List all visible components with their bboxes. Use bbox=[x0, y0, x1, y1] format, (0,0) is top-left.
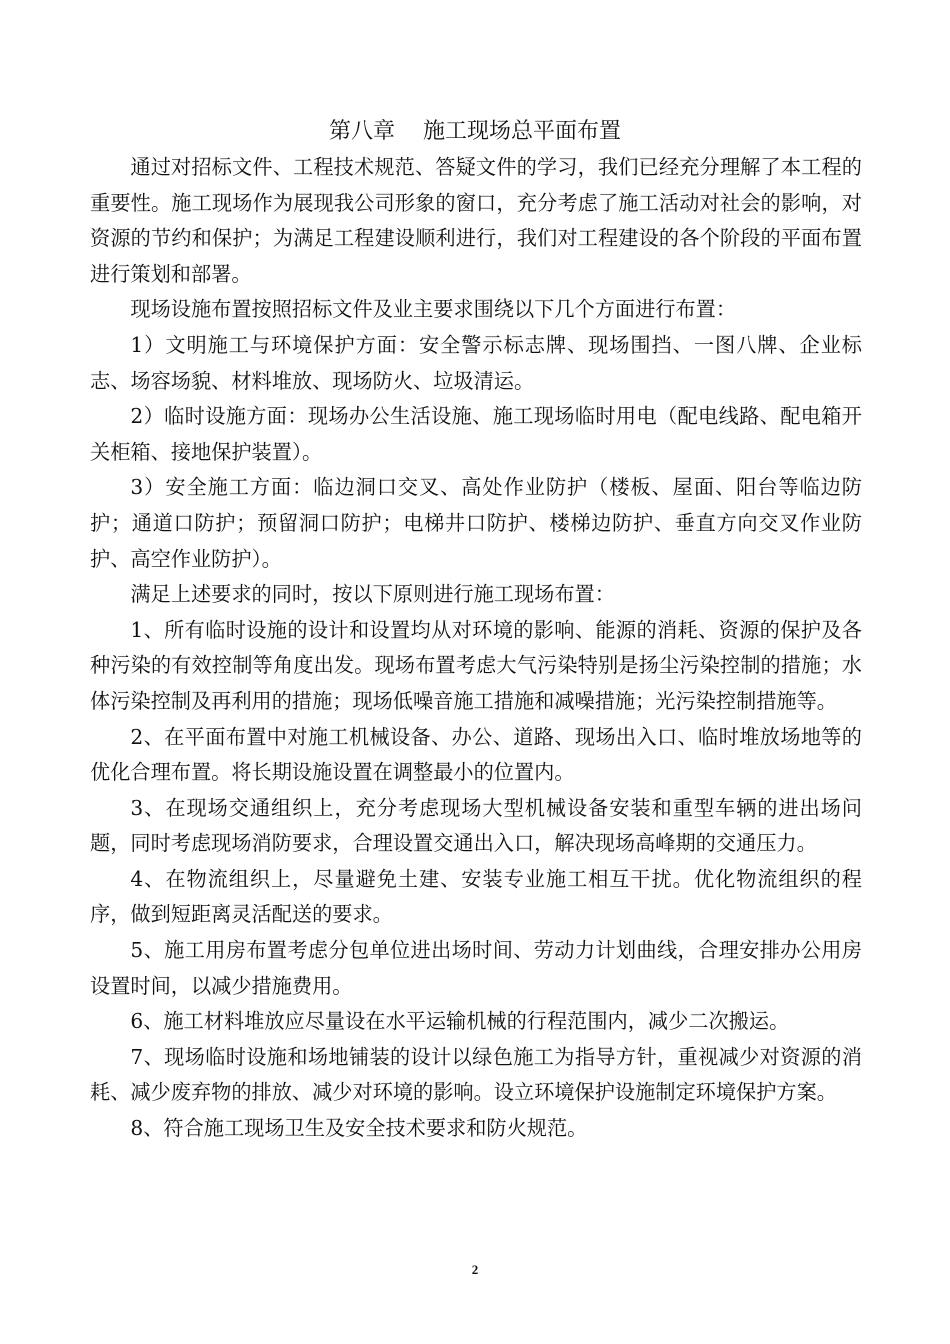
paragraph-aspect-2: 2）临时设施方面：现场办公生活设施、施工现场临时用电（配电线路、配电箱开关柜箱、接地保护装置）。 bbox=[90, 404, 862, 464]
paragraph-principle-5: 5、施工用房布置考虑分包单位进出场时间、劳动力计划曲线，合理安排办公用房设置时间，以减少措施费用。 bbox=[90, 938, 862, 998]
paragraph-principle-3: 3、在现场交通组织上，充分考虑现场大型机械设备安装和重型车辆的进出场问题，同时考虑现场消防要求，合理设置交通出入口，解决现场高峰期的交通压力。 bbox=[90, 795, 862, 856]
paragraph-aspect-1: 1）文明施工与环境保护方面：安全警示标志牌、现场围挡、一图八牌、企业标志、场容场貌、材料堆放、现场防火、垃圾清运。 bbox=[90, 332, 862, 393]
paragraph-principle-8: 8、符合施工现场卫生及安全技术要求和防火规范。 bbox=[130, 1116, 588, 1141]
page-number: 2 bbox=[471, 1262, 479, 1277]
paragraph-principles: 满足上述要求的同时，按以下原则进行施工现场布置： bbox=[130, 582, 615, 607]
paragraph-intro: 通过对招标文件、工程技术规范、答疑文件的学习，我们已经充分理解了本工程的重要性。施工现场作为展现我公司形象的窗口，充分考虑了施工活动对社会的影响，对资源的节约和保护；为满足工程建设顺利进行，我们对工程建设的各个阶段的平面布置进行策划和部署。 bbox=[90, 155, 862, 286]
paragraph-aspect-3: 3）安全施工方面：临边洞口交叉、高处作业防护（楼板、屋面、阳台等临边防护；通道口防护；预留洞口防护；电梯井口防护、楼梯边防护、垂直方向交叉作业防护、高空作业防护）。 bbox=[90, 475, 862, 571]
paragraph-layout-aspects: 现场设施布置按照招标文件及业主要求围绕以下几个方面进行布置： bbox=[130, 297, 737, 322]
body-text bbox=[90, 150, 862, 1147]
paragraph-principle-6: 6、施工材料堆放应尽量设在水平运输机械的行程范围内，减少二次搬运。 bbox=[130, 1009, 790, 1034]
paragraph-principle-4: 4、在物流组织上，尽量避免土建、安装专业施工相互干扰。优化物流组织的程序，做到短距离灵活配送的要求。 bbox=[90, 866, 862, 927]
paragraph-principle-2: 2、在平面布置中对施工机械设备、办公、道路、现场出入口、临时堆放场地等的优化合理布置。将长期设施设置在调整最小的位置内。 bbox=[90, 724, 862, 785]
chapter-title: 第八章 施工现场总平面布置 bbox=[329, 119, 621, 144]
paragraph-principle-7: 7、现场临时设施和场地铺装的设计以绿色施工为指导方针，重视减少对资源的消耗、减少废弃物的排放、减少对环境的影响。设立环境保护设施制定环境保护方案。 bbox=[90, 1044, 862, 1105]
paragraph-principle-1: 1、所有临时设施的设计和设置均从对环境的影响、能源的消耗、资源的保护及各种污染的有效控制等角度出发。现场布置考虑大气污染特别是扬尘污染控制的措施；水体污染控制及再利用的措施；现场低噪音施工措施和减噪措施；光污染控制措施等。 bbox=[90, 617, 862, 713]
